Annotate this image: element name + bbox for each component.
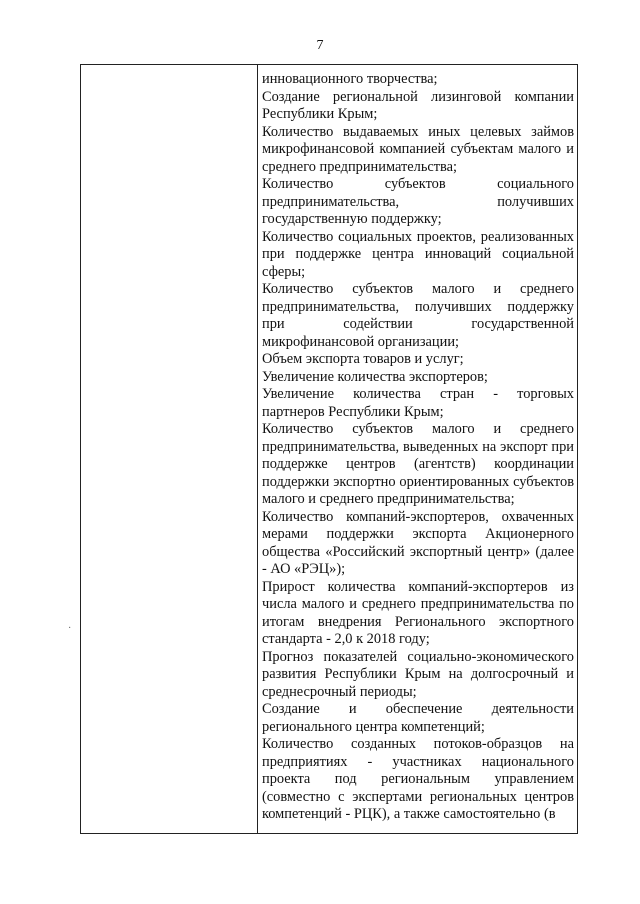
indicator-entry: Количество субъектов социального предпринимательства, получивших государственную поддержку; [262, 176, 574, 227]
indicator-entry: Увеличение количества стран - торговых партнеров Республики Крым; [262, 386, 574, 420]
indicator-entry: Количество субъектов малого и среднего предпринимательства, получивших поддержку при содействии государственной микрофинансовой организации; [262, 281, 574, 350]
document-table [80, 64, 578, 834]
indicator-entry: Прогноз показателей социально-экономического развития Республики Крым на долгосрочный и среднесрочный периоды; [262, 648, 574, 700]
indicator-entry: Создание региональной лизинговой компании Республики Крым; [262, 88, 574, 122]
indicator-entry: Создание и обеспечение деятельности регионального центра компетенций; [262, 701, 574, 735]
indicator-entry: Количество социальных проектов, реализованных при поддержке центра инноваций социальной сферы; [262, 228, 574, 280]
indicator-entry: Прирост количества компаний-экспортеров из числа малого и среднего предпринимательства по итогам внедрения Регионального экспортного стандарта - 2,0 к 2018 году; [262, 578, 574, 647]
page-number: 7 [316, 38, 324, 53]
indicator-entry: Количество субъектов малого и среднего предпринимательства, выведенных на экспорт при поддержке центров (агентств) координации поддержки экспортно ориентированных субъектов малого и среднего предпринимательства; [262, 421, 574, 507]
indicator-entry: Количество выдаваемых иных целевых займов микрофинансовой компанией субъектам малого и среднего предпринимательства; [262, 123, 574, 175]
indicator-entry: Объем экспорта товаров и услуг; [262, 351, 464, 367]
indicator-entry: Увеличение количества экспортеров; [262, 368, 488, 385]
indicator-entry: инновационного творчества; [262, 71, 438, 87]
indicator-entry: Количество компаний-экспортеров, охваченных мерами поддержки экспорта Акционерного общества «Российский экспортный центр» (далее - АО «РЭЦ»); [262, 508, 574, 577]
indicator-entry: Количество созданных потоков-образцов на предприятиях - участниках национального проекта под региональным управлением (совместно с экспертами региональных центров компетенций - РЦК), а также самостоятельно (в [262, 736, 574, 822]
margin-dot: · [68, 623, 72, 634]
column-divider [257, 65, 258, 833]
indicators-cell [262, 71, 574, 824]
